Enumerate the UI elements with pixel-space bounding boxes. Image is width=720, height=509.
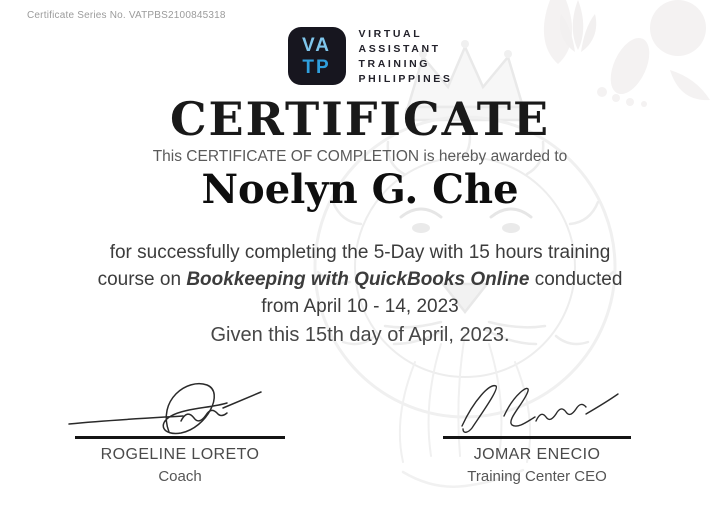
completion-line-1: for successfully completing the 5-Day with 15 hours training <box>109 242 611 263</box>
completion-line-2-suffix: conducted <box>529 269 623 290</box>
signatory-role: Coach <box>158 468 202 485</box>
vatp-logo-mark <box>288 27 346 85</box>
course-name: Bookkeeping with QuickBooks Online <box>186 269 530 290</box>
completion-statement <box>0 239 720 320</box>
logo-monogram-bottom: TP <box>302 56 331 78</box>
signatory-role: Training Center CEO <box>467 468 607 485</box>
completion-line-2 <box>0 266 720 293</box>
vatp-logo <box>10 27 720 85</box>
signature-enecio-icon <box>432 376 642 436</box>
org-name-line: VIRTUAL <box>358 27 423 40</box>
signature-block-ceo <box>412 376 662 485</box>
completion-line-2-prefix: course on <box>97 269 187 290</box>
org-name-line: PHILIPPINES <box>358 72 453 85</box>
recipient-name: Noelyn G. Che <box>201 166 519 213</box>
signatory-name: JOMAR ENECIO <box>473 446 601 463</box>
signature-block-coach <box>55 376 305 485</box>
certificate-series-number: Certificate Series No. VATPBS2100845318 <box>27 10 226 21</box>
org-name <box>359 28 453 85</box>
completion-line-3: from April 10 - 14, 2023 <box>261 296 459 317</box>
signatory-name: ROGELINE LORETO <box>100 446 260 463</box>
date-given-line: Given this 15th day of April, 2023. <box>210 324 510 346</box>
org-name-line: ASSISTANT <box>358 42 441 55</box>
signature-loreto-icon <box>65 376 295 436</box>
signature-line <box>443 436 631 439</box>
award-subtitle: This CERTIFICATE OF COMPLETION is hereby awarded to <box>152 148 568 165</box>
org-name-line: TRAINING <box>358 57 431 70</box>
certificate-title: CERTIFICATE <box>169 92 551 146</box>
logo-monogram-top: VA <box>302 34 331 56</box>
signature-line <box>75 436 285 439</box>
